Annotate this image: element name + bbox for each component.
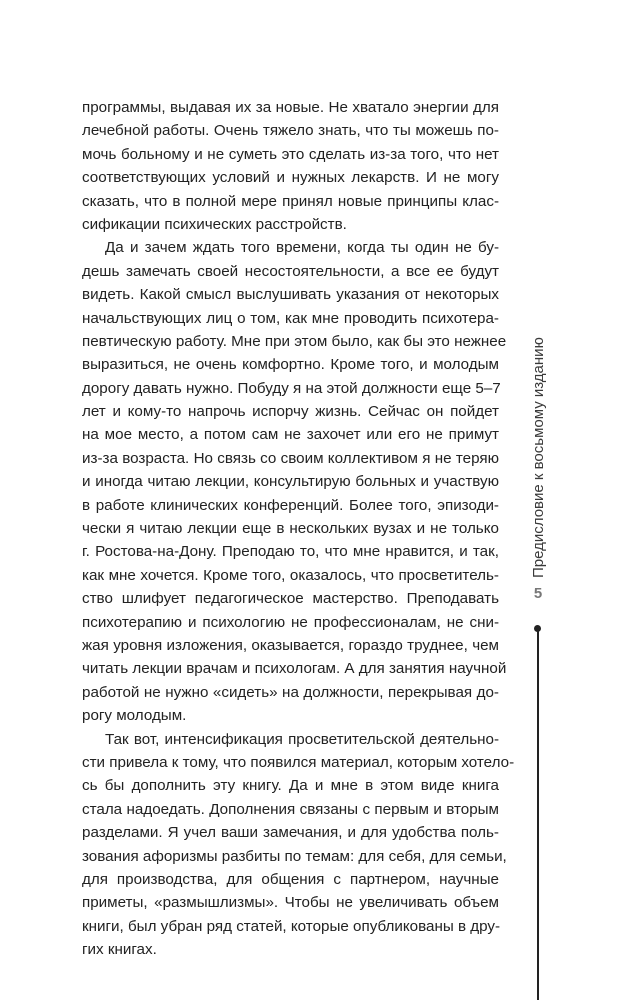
text-line: г. Ростова-на-Дону. Преподаю то, что мне нравится, и так, [82, 543, 499, 561]
text-line: и иногда читаю лекции, консультирую больных и участвую [82, 473, 499, 491]
text-line: зования афоризмы разбиты по темам: для себя, для семьи, [82, 847, 507, 865]
text-line: на мое место, а потом сам не захочет или его не примут [82, 426, 499, 444]
paragraph-first-line: Так вот, интенсификация просветительской деятельно- [105, 730, 499, 748]
text-line: программы, выдавая их за новые. Не хватало энергии для [82, 99, 499, 116]
text-line: дорогу давать нужно. Побуду я на этой должности еще 5–7 [82, 379, 501, 397]
body-text [82, 96, 515, 961]
text-line: начальствующих лиц о том, как мне проводить психотера- [82, 309, 499, 327]
text-line: гих книгах. [82, 941, 157, 959]
text-line: соответствующих условий и нужных лекарств. И не могу [82, 169, 499, 187]
text-line: рогу молодым. [82, 707, 187, 725]
text-line: сказать, что в полной мере принял новые принципы клас- [82, 192, 499, 210]
running-head [529, 320, 549, 580]
text-line: из-за возраста. Но связь со своим коллективом я не теряю [82, 449, 499, 467]
text-line: книги, был убран ряд статей, которые опубликованы в дру- [82, 917, 501, 935]
vertical-rule [537, 629, 539, 1000]
text-line: дешь замечать своей несостоятельности, а все ее будут [82, 262, 499, 280]
text-line: психотерапию и психологию не профессионалам, не сни- [82, 613, 499, 631]
text-line: приметы, «размышлизмы». Чтобы не увеличивать объем [82, 894, 499, 912]
text-line: лет и кому-то напрочь испорчу жизнь. Сейчас он пойдет [82, 403, 499, 421]
text-line: сификации психических расстройств. [82, 215, 347, 233]
text-line: лечебной работы. Очень тяжело знать, что ты можешь по- [82, 122, 499, 140]
text-line: работой не нужно «сидеть» на должности, перекрывая до- [82, 683, 499, 701]
text-line: выразиться, не очень комфортно. Кроме того, и молодым [82, 356, 499, 374]
text-line: в работе клинических конференций. Более того, эпизоди- [82, 496, 499, 514]
text-line: мочь больному и не суметь это сделать из-за того, что нет [82, 145, 499, 163]
page-number: 5 [533, 585, 543, 602]
text-line: разделами. Я учел ваши замечания, и для удобства поль- [82, 824, 499, 842]
text-line: сти привела к тому, что появился материал, которым хотело- [82, 753, 515, 771]
text-line: для производства, для общения с партнером, научные [82, 870, 499, 888]
text-line: жая уровня изложения, оказывается, гораздо труднее, чем [82, 636, 499, 654]
text-line: сь бы дополнить эту книгу. Да и мне в этом виде книга [82, 777, 499, 795]
running-head-text: Предисловие к восьмому изданию [530, 337, 547, 578]
text-line: ство шлифует педагогическое мастерство. Преподавать [82, 590, 499, 608]
text-line: чески я читаю лекции еще в нескольких вузах и не только [82, 520, 499, 538]
text-line: как мне хочется. Кроме того, оказалось, что просветитель- [82, 566, 499, 584]
text-line: видеть. Какой смысл выслушивать указания от некоторых [82, 286, 499, 304]
text-line: стала надоедать. Дополнения связаны с первым и вторым [82, 800, 499, 818]
text-line: певтическую работу. Мне при этом было, как бы это нежнее [82, 332, 507, 350]
text-line: читать лекции врачам и психологам. А для занятия научной [82, 660, 507, 678]
paragraph-first-line: Да и зачем ждать того времени, когда ты один не бу- [105, 239, 499, 257]
